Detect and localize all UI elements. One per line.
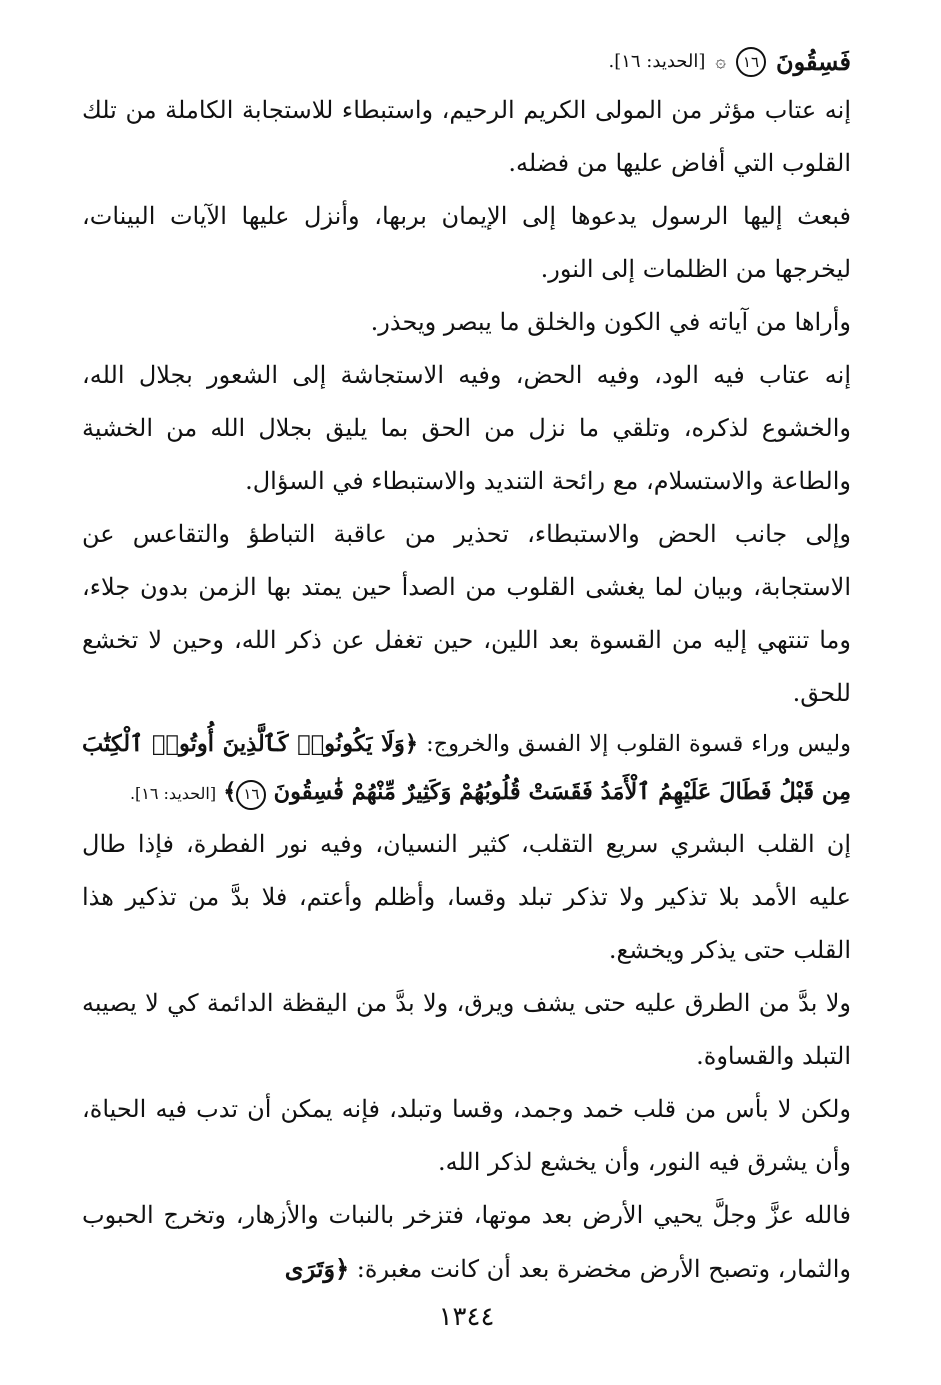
verse-intro-text: وليس وراء قسوة القلوب إلا الفسق والخروج: — [426, 731, 851, 757]
ornament-icon: ۞ — [715, 51, 726, 72]
ayah-number-marker: ١٦ — [236, 780, 266, 810]
paragraph: فبعث إليها الرسول يدعوها إلى الإيمان بربها، وأنزل عليها الآيات البينات، ليخرجها من الظلمات إلى النور. — [82, 202, 851, 283]
verse-end-text: فَسِقُونَ — [775, 47, 851, 76]
paragraph: إنه عتاب مؤثر من المولى الكريم الرحيم، واستبطاء للاستجابة الكاملة من تلك القلوب التي أفاض عليها من فضله. — [82, 96, 851, 177]
verse-reference: [الحديد: ١٦]. — [608, 51, 706, 72]
paragraph: إنه عتاب فيه الود، وفيه الحض، وفيه الاستجاشة إلى الشعور بجلال الله، والخشوع لذكره، وتلقي ما نزل من الحق بما يليق بجلال الله من الخشية والطاعة والاستسلام، مع رائحة التنديد والاستبطاء في السؤال. — [82, 361, 852, 495]
paragraph: وأراها من آياته في الكون والخلق ما يبصر ويحذر. — [370, 308, 851, 336]
page-number: ١٣٤٤ — [438, 1302, 495, 1332]
top-verse-line — [82, 40, 851, 84]
paragraph: ولكن لا بأس من قلب خمد وجمد، وقسا وتبلد، فإنه يمكن أن تدب فيه الحياة، وأن يشرق فيه النور، وأن يخشع لذكر الله. — [82, 1095, 851, 1176]
verse-quote-start: ﴿وَتَرَى — [284, 1254, 350, 1283]
ayah-number-marker: ١٦ — [736, 47, 766, 77]
paragraph: ولا بدَّ من الطرق عليه حتى يشف ويرق، ولا بدَّ من اليقظة الدائمة كي لا يصيبه التبلد والقساوة. — [82, 989, 851, 1070]
quran-verse-text: وَلَا يَكُونُوا۟ كَٱلَّذِينَ أُوتُوا۟ ٱلْكِتَٰبَ مِن قَبْلُ فَطَالَ عَلَيْهِمُ ٱلْأَمَدُ فَقَسَتْ قُلُوبُهُمْ وَكَثِيرٌ مِّنْهُمْ فَٰسِقُونَ — [82, 731, 851, 805]
verse-close-bracket: ﴾ — [223, 779, 237, 805]
page-body — [82, 40, 852, 1332]
quran-verse-paragraph — [82, 720, 851, 818]
verse-open-bracket: ﴿ — [404, 731, 419, 757]
paragraph-text: فالله عزَّ وجلَّ يحيي الأرض بعد موتها، فتزخر بالنبات والأزهار، وتخرج الحبوب والثمار، وتصبح الأرض مخضرة بعد أن كانت مغبرة: — [82, 1201, 851, 1283]
verse-reference: [الحديد: ١٦]. — [129, 784, 217, 803]
paragraph: وإلى جانب الحض والاستبطاء، تحذير من عاقبة التباطؤ والتقاعس عن الاستجابة، وبيان لما يغشى القلوب من الصدأ حين يمتد بها الزمن بدون جلاء، وما تنتهي إليه من القسوة بعد اللين، حين تغفل عن ذكر الله، وحين لا تخشع للحق. — [82, 520, 852, 707]
paragraph: إن القلب البشري سريع التقلب، كثير النسيان، وفيه نور الفطرة، فإذا طال عليه الأمد بلا تذكير ولا تذكر تبلد وقسا، وأظلم وأعتم، فلا بدَّ من تذكير هذا القلب حتى يذكر ويخشع. — [82, 830, 851, 964]
paragraph — [82, 1189, 851, 1296]
